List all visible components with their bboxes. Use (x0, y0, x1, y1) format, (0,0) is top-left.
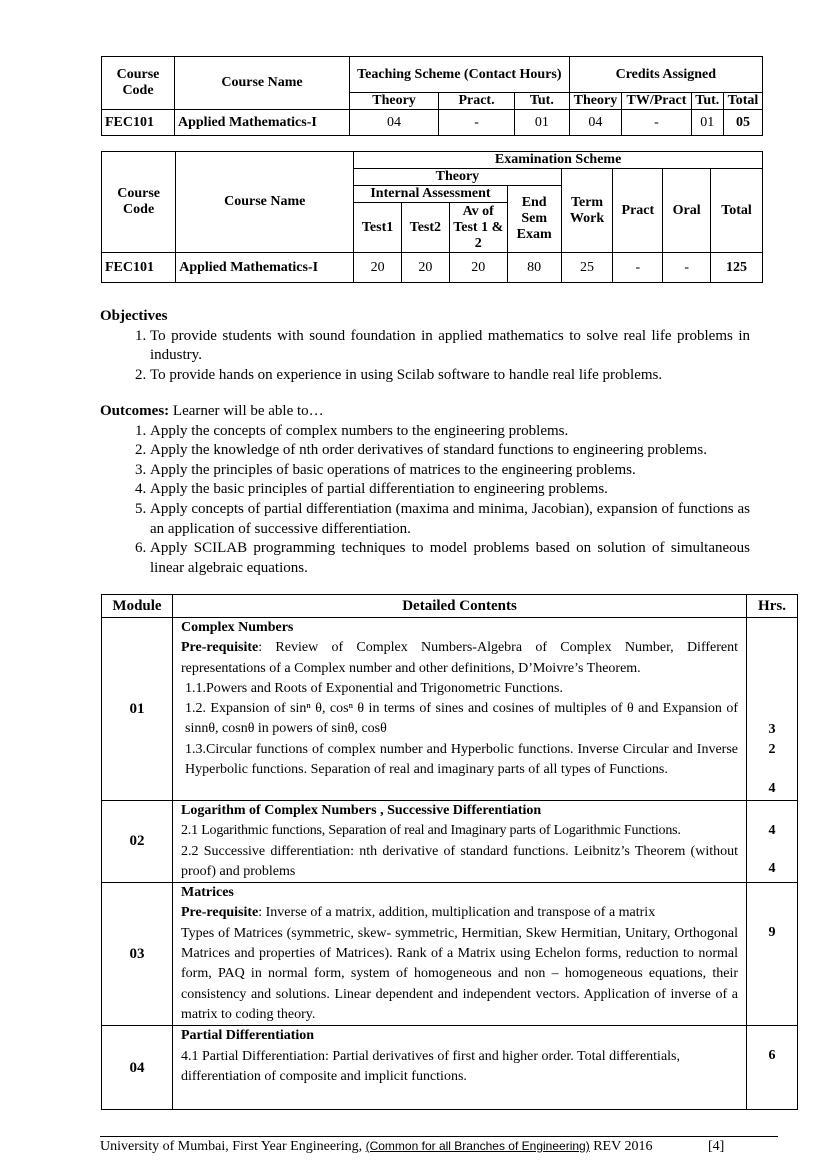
module-number: 03 (102, 883, 173, 1026)
outcomes-heading: Outcomes: (100, 403, 170, 419)
cell: 20 (401, 253, 449, 283)
outcomes-section (100, 402, 750, 578)
header-oral: Oral (663, 169, 711, 253)
cell: - (663, 253, 711, 283)
header-module: Module (102, 595, 173, 618)
table-row (102, 883, 798, 1026)
objectives-heading: Objectives (100, 308, 168, 324)
cell-name: Applied Mathematics-I (176, 253, 354, 283)
header-pract: Pract (613, 169, 663, 253)
table-row (102, 618, 798, 801)
header-course-name: Course Name (175, 57, 350, 110)
cell: 01 (691, 110, 723, 136)
list-item: 1. To provide students with sound foundation in applied mathematics to solve real life problems in industry. (150, 327, 750, 366)
header-test2: Test2 (401, 203, 449, 253)
objectives-section (100, 307, 750, 385)
hours-value: 4 (768, 780, 776, 796)
hours-value: 9 (768, 925, 776, 941)
list-item: 2. Apply the knowledge of nth order derivatives of standard functions to engineering problems. (150, 441, 750, 461)
list-item: 2. To provide hands on experience in using Scilab software to handle real life problems. (150, 366, 750, 386)
prerequisite-text: : Review of Complex Numbers-Algebra of Complex Number, Different representations of a Complex number and other definitions, D’Moivre’s Theorem. (181, 640, 738, 676)
table-row (102, 253, 763, 283)
module-number: 02 (102, 801, 173, 883)
subsection: 2.1 Logarithmic functions, Separation of real and Imaginary parts of Logarithmic Functions. (181, 823, 681, 839)
list-item: 3. Apply the principles of basic operations of matrices to the engineering problems. (150, 461, 750, 481)
module-title: Matrices (181, 885, 234, 901)
header-term-work: Term Work (561, 169, 613, 253)
examination-scheme-table (101, 151, 763, 283)
list-item: 6. Apply SCILAB programming techniques to model problems based on solution of simultaneous linear algebraic equations. (150, 539, 750, 578)
header-course-code: Course Code (102, 152, 176, 253)
subsection: 1.3.Circular functions of complex number and Hyperbolic functions. Inverse Circular and Inverse Hyperbolic functions. Separation of real and imaginary parts of all types of Functions. (185, 741, 738, 778)
module-title: Logarithm of Complex Numbers , Successive Differentiation (181, 803, 542, 818)
hours-value: 6 (768, 1048, 776, 1064)
cell: 20 (354, 253, 402, 283)
cell: - (613, 253, 663, 283)
sub-total: Total (723, 93, 762, 110)
outcomes-intro: Learner will be able to… (169, 403, 324, 419)
table-row (102, 110, 763, 136)
sub-tut: Tut. (515, 93, 570, 110)
header-test1: Test1 (354, 203, 402, 253)
cell: - (439, 110, 515, 136)
cell: 04 (569, 110, 622, 136)
list-item: 1. Apply the concepts of complex numbers to the engineering problems. (150, 422, 750, 442)
hours-value: 4 (768, 823, 776, 838)
module-hours (747, 801, 798, 883)
cell: 80 (507, 253, 561, 283)
cell: 20 (449, 253, 507, 283)
cell-code: FEC101 (102, 110, 175, 136)
header-hrs: Hrs. (747, 595, 798, 618)
cell: 25 (561, 253, 613, 283)
header-end-sem: End Sem Exam (507, 186, 561, 253)
list-item: 4. Apply the basic principles of partial differentiation to engineering problems. (150, 480, 750, 500)
module-contents (173, 1026, 747, 1110)
footer-rev: REV 2016 (589, 1139, 653, 1154)
header-teaching-scheme: Teaching Scheme (Contact Hours) (350, 57, 570, 93)
header-theory: Theory (354, 169, 561, 186)
sub-pract: Pract. (439, 93, 515, 110)
cell: 01 (515, 110, 570, 136)
cell-code: FEC101 (102, 253, 176, 283)
header-total: Total (711, 169, 763, 253)
sub-tw-pract: TW/Pract (622, 93, 691, 110)
hours-value: 3 (768, 722, 776, 737)
module-contents (173, 883, 747, 1026)
page-number: [4] (708, 1139, 725, 1154)
prerequisite-text: : Inverse of a matrix, addition, multiplication and transpose of a matrix (258, 905, 656, 921)
footer-text: University of Mumbai, First Year Engineering, (100, 1139, 366, 1154)
module-hours (747, 883, 798, 1026)
cell: 04 (350, 110, 439, 136)
module-title: Complex Numbers (181, 620, 294, 635)
sub-theory-credit: Theory (569, 93, 622, 110)
table-row (102, 801, 798, 883)
header-contents: Detailed Contents (173, 595, 747, 618)
subsection: 1.2. Expansion of sinⁿ θ, cosⁿ θ in terms of sines and cosines of multiples of θ and Expansion of sinnθ, cosnθ in powers of sinθ, cosθ (185, 701, 738, 737)
subsection: 1.1.Powers and Roots of Exponential and Trigonometric Functions. (185, 680, 563, 696)
module-body: Types of Matrices (symmetric, skew- symmetric, Hermitian, Skew Hermitian, Unitary, Orthogonal Matrices and properties of Matrices). Rank of a Matrix using Echelon forms, reduction to normal form, PAQ in normal form, system of homogeneous and non – homogeneous equations, their consistency and solutions. Linear dependent and independent vectors. Application of inverse of a matrix to coding theory. (181, 925, 738, 1022)
module-contents (173, 801, 747, 883)
footer-branches: (Common for all Branches of Engineering) (365, 1139, 590, 1153)
table-row (102, 1026, 798, 1110)
module-hours (747, 618, 798, 801)
header-avg: Av of Test 1 & 2 (449, 203, 507, 253)
module-hours (747, 1026, 798, 1110)
cell-name: Applied Mathematics-I (175, 110, 350, 136)
cell: - (622, 110, 691, 136)
modules-table (101, 594, 798, 1110)
sub-theory: Theory (350, 93, 439, 110)
header-exam-scheme: Examination Scheme (354, 152, 763, 169)
prerequisite-label: Pre-requisite (181, 640, 259, 656)
header-course-code: Course Code (102, 57, 175, 110)
module-number: 04 (102, 1026, 173, 1110)
hours-value: 4 (768, 861, 776, 877)
subsection: 4.1 Partial Differentiation: Partial derivatives of first and higher order. Total differentials, differentiation of composite and implicit functions. (181, 1048, 680, 1084)
header-course-name: Course Name (176, 152, 354, 253)
module-number: 01 (102, 618, 173, 801)
header-credits: Credits Assigned (569, 57, 762, 93)
module-contents (173, 618, 747, 801)
prerequisite-label: Pre-requisite (181, 905, 259, 921)
page-footer (100, 1136, 778, 1155)
header-internal: Internal Assessment (354, 186, 508, 203)
module-title: Partial Differentiation (181, 1028, 315, 1044)
cell-total: 05 (723, 110, 762, 136)
teaching-scheme-table (101, 56, 763, 136)
sub-tut-credit: Tut. (691, 93, 723, 110)
subsection: 2.2 Successive differentiation: nth derivative of standard functions. Leibnitz’s Theorem (without proof) and problems (181, 843, 738, 879)
hours-value: 2 (768, 742, 776, 758)
cell-total: 125 (711, 253, 763, 283)
list-item: 5. Apply concepts of partial differentiation (maxima and minima, Jacobian), expansion of functions as an application of successive differentiation. (150, 500, 750, 539)
